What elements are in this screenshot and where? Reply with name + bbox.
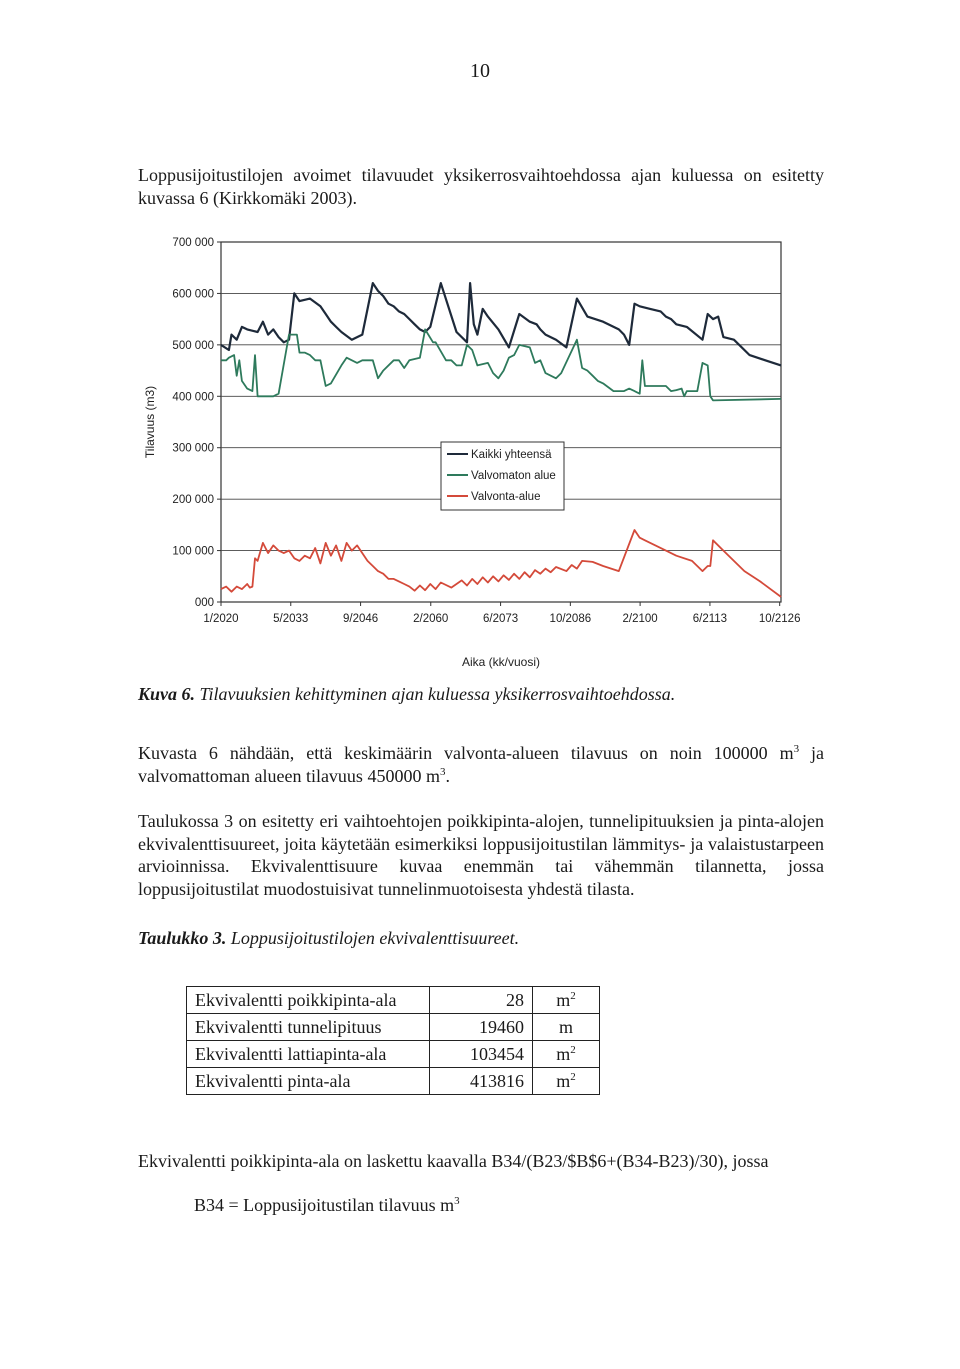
table-row	[187, 1068, 600, 1095]
row-label: Ekvivalentti pinta-ala	[187, 1068, 430, 1095]
y-tick-label: 400 000	[172, 391, 214, 404]
table-caption	[138, 928, 519, 949]
table-row	[187, 987, 600, 1014]
y-tick-label: 300 000	[172, 442, 214, 455]
paragraph-4: Ekvivalentti poikkipinta-ala on laskettu kaavalla B34/(B23/$B$6+(B34-B23)/30), jossa	[138, 1151, 769, 1171]
x-tick-label: 10/2086	[549, 613, 592, 625]
page-number: 10	[470, 60, 490, 82]
row-value: 19460	[430, 1014, 533, 1041]
x-tick-label: 2/2100	[622, 613, 658, 625]
plot-area	[221, 242, 781, 602]
x-tick-label: 5/2033	[273, 613, 309, 625]
table-row	[187, 1014, 600, 1041]
row-value: 413816	[430, 1068, 533, 1095]
y-tick-label: 200 000	[172, 494, 214, 507]
definition-text: B34 = Loppusijoitustilan tilavuus m	[194, 1195, 455, 1215]
para2-sup-2: 3	[439, 765, 446, 778]
y-tick-label: 100 000	[172, 545, 214, 558]
y-tick-label: 500 000	[172, 339, 214, 352]
x-tick-label: 10/2126	[758, 613, 801, 625]
x-tick-label: 1/2020	[203, 613, 239, 625]
row-unit: m	[533, 1014, 600, 1041]
para2-text-1: Kuvasta 6 nähdään, että keskimäärin valvonta-alueen tilavuus on noin 100000 m	[138, 743, 794, 763]
legend-entry-monitored: Valvonta-alue	[471, 491, 541, 503]
para2-text-2: ja valvomattoman alueen tilavuus 450000 m	[138, 743, 824, 786]
x-axis-label: Aika (kk/vuosi)	[461, 655, 541, 669]
para2-text-3: .	[445, 765, 450, 786]
definition-line	[194, 1194, 594, 1217]
table-label: Taulukko 3.	[138, 928, 227, 948]
row-unit: $m^2$	[533, 987, 600, 1014]
row-unit: $m^2$	[533, 1068, 600, 1095]
x-tick-label: 2/2060	[413, 613, 449, 625]
paragraph-3: Taulukossa 3 on esitetty eri vaihtoehtojen poikkipinta-alojen, tunnelipituuksien ja pinta-alojen ekvivalenttisuureet, joita käytetään esimerkiksi loppusijoitustilan lämmitys- ja valaistustarpeen arvioinnissa. Ekvivalenttisuure kuvaa enemmän tai vähemmän tilannetta, jossa loppusijoitustilat muodostuisivat tunnelinmuotoisesta yhdestä tilasta.	[138, 811, 824, 899]
volume-chart	[138, 234, 818, 674]
y-tick-label: 000	[194, 597, 214, 609]
figure-caption-text: Tilavuuksien kehittyminen ajan kuluessa yksikerrosvaihtoehdossa.	[199, 684, 676, 704]
y-axis-label: Tilavuus (m3)	[143, 385, 157, 459]
row-label: Ekvivalentti tunnelipituus	[187, 1014, 430, 1041]
figure-label: Kuva 6.	[138, 684, 196, 704]
x-tick-label: 6/2073	[482, 613, 519, 625]
row-value: 103454	[430, 1041, 533, 1068]
y-tick-label: 600 000	[172, 288, 214, 301]
paragraph-2	[138, 742, 824, 787]
figure-caption	[138, 684, 675, 705]
intro-paragraph: Loppusijoitustilojen avoimet tilavuudet yksikerrosvaihtoehdossa ajan kuluessa on esitetty kuvassa 6 (Kirkkomäki 2003).	[138, 165, 824, 208]
para2-sup-1: 3	[793, 743, 800, 755]
row-label: Ekvivalentti poikkipinta-ala	[187, 987, 430, 1014]
x-tick-label: 9/2046	[342, 613, 379, 625]
x-axis-ticks	[203, 602, 800, 625]
legend-entry-unmonitored: Valvomaton alue	[471, 470, 556, 482]
definition-sup: 3	[454, 1195, 460, 1207]
y-tick-label: 700 000	[172, 237, 214, 249]
x-tick-label: 6/2113	[692, 613, 728, 625]
equivalent-quantities-table	[186, 986, 600, 1095]
row-unit: $m^2$	[533, 1041, 600, 1068]
legend	[441, 442, 564, 510]
table-row	[187, 1041, 600, 1068]
legend-entry-total: Kaikki yhteensä	[471, 449, 552, 461]
row-value: 28	[430, 987, 533, 1014]
table-caption-text: Loppusijoitustilojen ekvivalenttisuureet.	[230, 928, 520, 948]
y-axis-ticks	[172, 237, 221, 609]
row-label: Ekvivalentti lattiapinta-ala	[187, 1041, 430, 1068]
